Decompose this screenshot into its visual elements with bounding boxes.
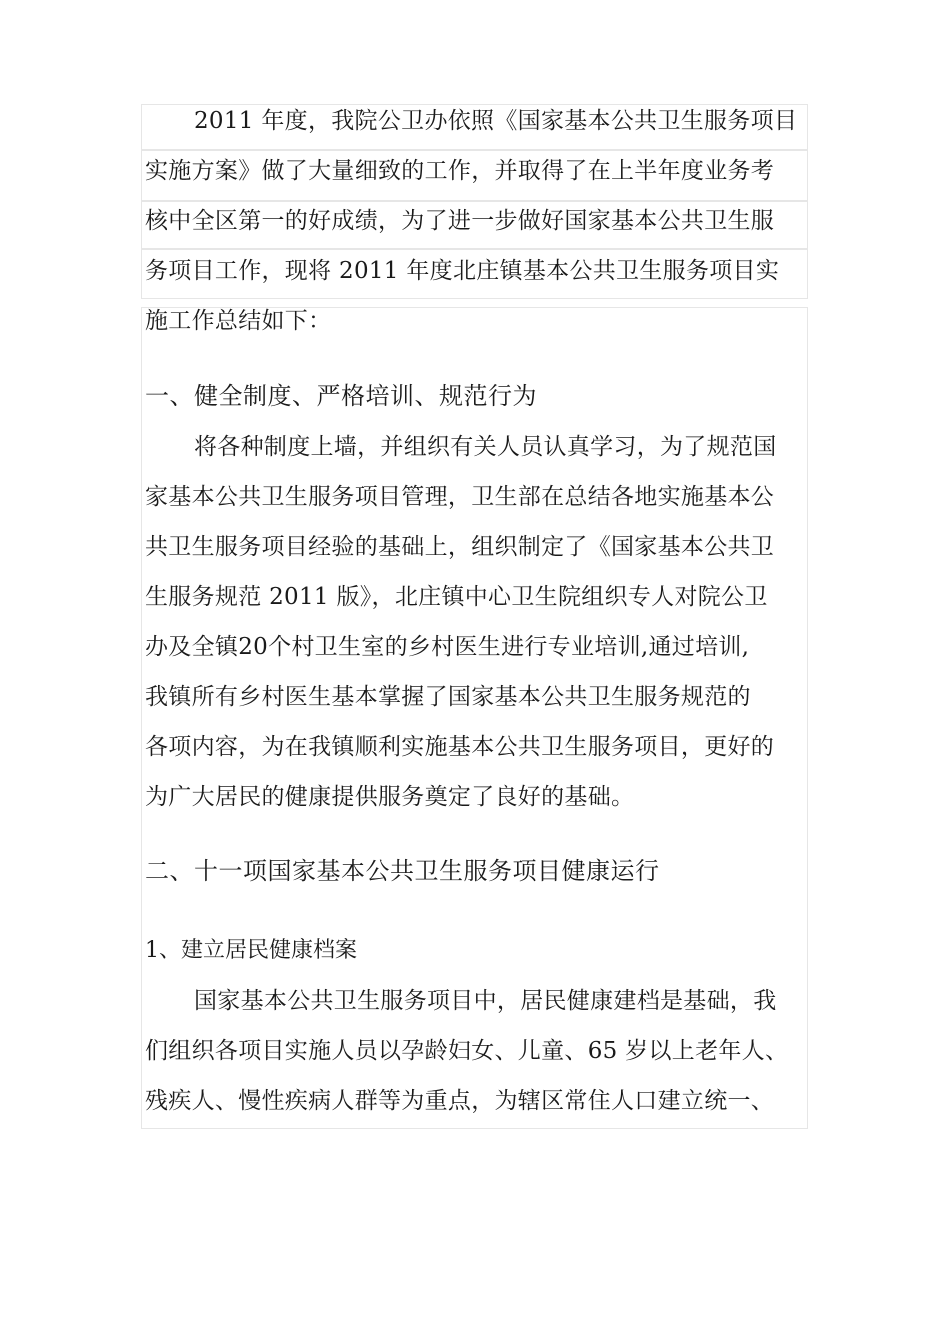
section-1-line-4: 生服务规范 2011 版》，北庄镇中心卫生院组织专人对院公卫 bbox=[145, 584, 768, 610]
intro-line-4: 务项目工作，现将 2011 年度北庄镇基本公共卫生服务项目实 bbox=[145, 258, 780, 284]
section-2-line-1: 国家基本公共卫生服务项目中，居民健康建档是基础，我 bbox=[194, 988, 777, 1014]
intro-line-3: 核中全区第一的好成绩，为了进一步做好国家基本公共卫生服 bbox=[145, 208, 775, 234]
section-2-line-2: 们组织各项目实施人员以孕龄妇女、儿童、65 岁以上老年人、 bbox=[145, 1038, 789, 1064]
section-1-line-3: 共卫生服务项目经验的基础上，组织制定了《国家基本公共卫 bbox=[145, 534, 775, 560]
section-1-line-6: 我镇所有乡村医生基本掌握了国家基本公共卫生服务规范的 bbox=[145, 684, 751, 710]
section-1-line-7: 各项内容，为在我镇顺利实施基本公共卫生服务项目，更好的 bbox=[145, 734, 775, 760]
section-2-subheading: 1、建立居民健康档案 bbox=[145, 938, 357, 963]
intro-line-5: 施工作总结如下： bbox=[145, 308, 332, 334]
section-1-line-8: 为广大居民的健康提供服务奠定了良好的基础。 bbox=[145, 784, 635, 810]
section-1-line-1: 将各种制度上墙，并组织有关人员认真学习，为了规范国 bbox=[194, 434, 777, 460]
section-2-heading: 二、十一项国家基本公共卫生服务项目健康运行 bbox=[145, 857, 660, 885]
intro-line-1: 2011 年度，我院公卫办依照《国家基本公共卫生服务项目 bbox=[194, 108, 798, 134]
section-1-line-5: 办及全镇20个村卫生室的乡村医生进行专业培训,通过培训, bbox=[145, 634, 750, 660]
section-1-heading: 一、健全制度、严格培训、规范行为 bbox=[145, 382, 537, 410]
section-2-line-3: 残疾人、慢性疾病人群等为重点，为辖区常住人口建立统一、 bbox=[145, 1088, 775, 1114]
section-1-line-2: 家基本公共卫生服务项目管理，卫生部在总结各地实施基本公 bbox=[145, 484, 775, 510]
intro-line-2: 实施方案》做了大量细致的工作，并取得了在上半年度业务考 bbox=[145, 158, 775, 184]
